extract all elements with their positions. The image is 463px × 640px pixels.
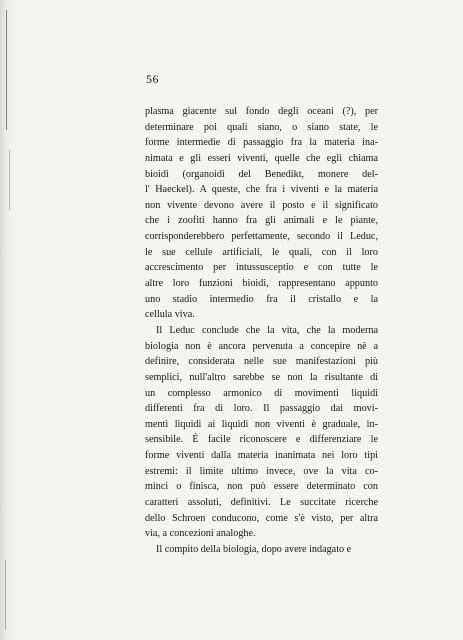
text-line: bioidi (organoidi del Benedikt, monere del- (145, 168, 378, 180)
paragraph (145, 542, 378, 558)
text-line: uno stadio intermedio fra il cristallo e la (145, 293, 378, 305)
text-line: via, a concezioni analoghe. (145, 528, 256, 540)
text-line: Il compito della biologia, dopo avere indagato e (156, 543, 352, 555)
text-line: Il Leduc conclude che la vita, che la moderna (156, 324, 378, 336)
text-line: semplici, null'altro sarebbe se non la risultante di (145, 371, 378, 383)
text-line: definire, considerata nelle sue manifestazioni più (145, 356, 378, 368)
text-line: cellula viva. (145, 309, 195, 321)
text-line: dello Schroen conducono, come s'è visto, per altra (145, 512, 378, 524)
text-line: estremi: il limite ultimo invece, ove la vita co- (145, 465, 378, 477)
text-line: non vivente devono avere il posto e il significato (145, 199, 378, 211)
text-line: corrisponderebbero perfettamente, secondo il Leduc, (145, 231, 378, 243)
text-line: sensibile. È facile riconoscere e differenziare le (145, 434, 378, 446)
text-line: plasma giacente sul fondo degli oceani (?), per (145, 106, 378, 117)
body-text (145, 104, 378, 558)
text-line: caratteri assoluti, definitivi. Le succitate ricerche (145, 497, 378, 509)
text-line: nimata e gli esseri viventi, quelle che egli chiama (145, 152, 378, 164)
page-number: 56 (146, 72, 159, 86)
binding-edge (0, 0, 20, 640)
paragraph (145, 104, 378, 323)
text-line: forme intermedie di passaggio fra la materia ina- (145, 137, 378, 149)
text-line: l' Haeckel). A queste, che fra i viventi e la materia (145, 184, 378, 196)
text-line: che i zoofiti hanno fra gli animali e le piante, (145, 215, 378, 227)
paragraph (145, 323, 378, 542)
text-line: accrescimento per intussusceptio e con tutte le (145, 262, 378, 274)
binding-line (5, 560, 6, 630)
text-line: le sue cellule artificiali, le quali, con il loro (145, 246, 378, 258)
binding-line (6, 10, 7, 130)
text-line: menti liquidi ai liquidi non viventi è graduale, in- (145, 418, 378, 430)
text-line: determinare poi quali siano, o siano state, le (145, 121, 378, 133)
text-line: altre loro funzioni bioidi, rappresentano appunto (145, 278, 378, 290)
text-line: biologia non è ancora pervenuta a concepire nè a (145, 340, 378, 352)
binding-line (9, 150, 10, 210)
text-line: forme viventi dalla materia inanimata nei loro tipi (145, 450, 378, 462)
text-line: minci o finisca, non può essere determinato con (145, 481, 378, 493)
text-line: differenti fra di loro. Il passaggio dai movi- (145, 403, 378, 415)
text-line: un complesso armonico di movimenti liquidi (145, 387, 378, 399)
